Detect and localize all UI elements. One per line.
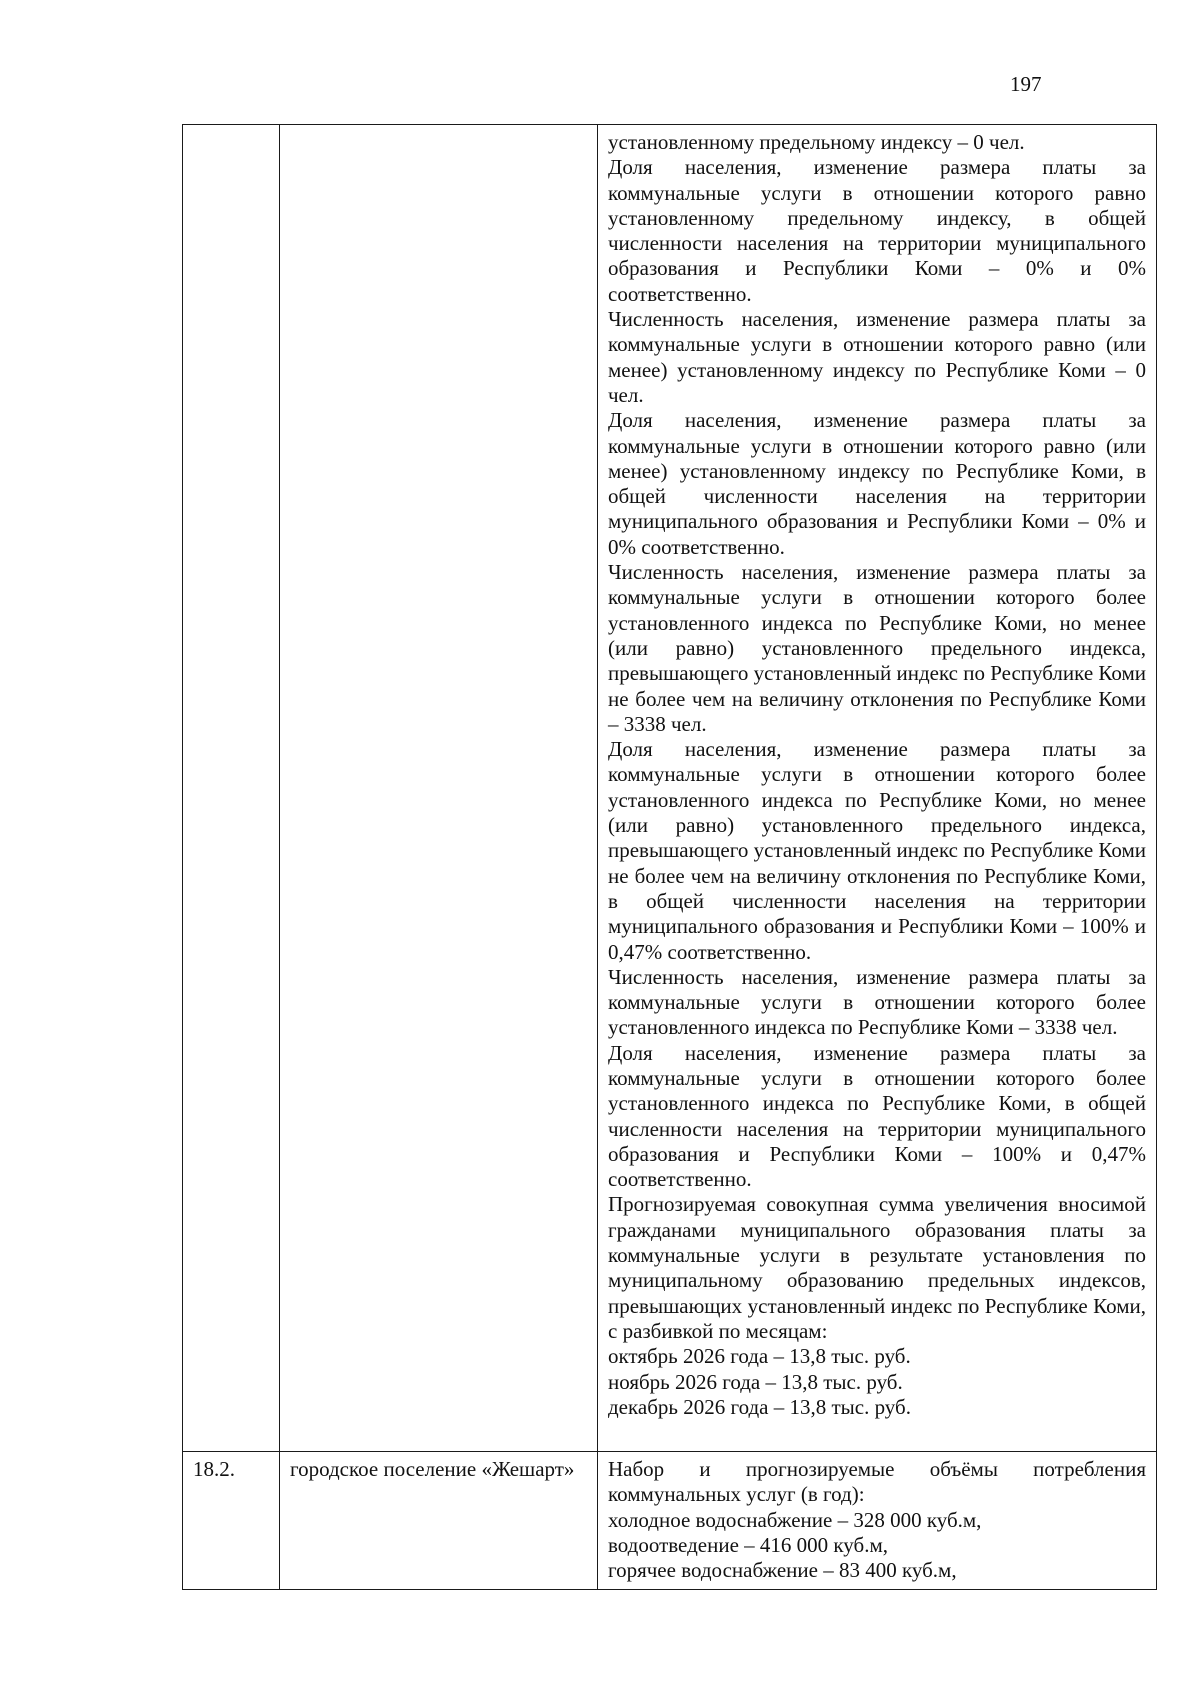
consumption-line: водоотведение – 416 000 куб.м,: [608, 1532, 888, 1557]
description-cell: [598, 1452, 1157, 1590]
table-row: [183, 1452, 1157, 1590]
municipality-name-cell: городское поселение «Жешарт»: [280, 1452, 598, 1590]
monthly-amount-line: октябрь 2026 года – 13,8 тыс. руб.: [608, 1344, 911, 1369]
paragraph: Доля населения, изменение размера платы за коммунальные услуги в отношении которого более установленного индекса по Республике Коми, в общей численности населения на территории муниципального образования и Республики Коми – 100% и 0,47% соответственно.: [608, 1040, 1146, 1192]
paragraph: Прогнозируемая совокупная сумма увеличения вносимой гражданами муниципального образования платы за коммунальные услуги в результате установления по муниципальному образованию предельных индексов, превышающих установленный индекс по Республике Коми, с разбивкой по месяцам:: [608, 1192, 1146, 1343]
paragraph: Доля населения, изменение размера платы за коммунальные услуги в отношении которого равно установленному предельному индексу, в общей численности населения на территории муниципального образования и Республики Коми – 0% и 0% соответственно.: [608, 155, 1146, 306]
paragraph: Набор и прогнозируемые объёмы потребления коммунальных услуг (в год):: [608, 1457, 1146, 1507]
paragraph: Численность населения, изменение размера платы за коммунальные услуги в отношении которого более установленного индекса по Республике Коми, но менее (или равно) установленного предельного индекса, превышающего установленный индекс по Республике Коми не более чем на величину отклонения по Республике Коми – 3338 чел.: [608, 560, 1146, 736]
paragraph: установленному предельному индексу – 0 чел.: [608, 130, 1025, 154]
table-row: [183, 125, 1157, 1452]
document-table: [182, 124, 1157, 1590]
consumption-line: холодное водоснабжение – 328 000 куб.м,: [608, 1507, 982, 1532]
description-cell: [598, 125, 1157, 1452]
monthly-amount-line: ноябрь 2026 года – 13,8 тыс. руб.: [608, 1369, 903, 1394]
paragraph: Доля населения, изменение размера платы за коммунальные услуги в отношении которого более установленного индекса по Республике Коми, но менее (или равно) установленного предельного индекса, превышающего установленный индекс по Республике Коми не более чем на величину отклонения по Республике Коми, в общей численности населения на территории муниципального образования и Республики Коми – 100% и 0,47% соответственно.: [608, 737, 1146, 964]
row-number-cell: 18.2.: [183, 1452, 280, 1590]
paragraph: Численность населения, изменение размера платы за коммунальные услуги в отношении которого равно (или менее) установленному индексу по Республике Коми – 0 чел.: [608, 307, 1146, 407]
row-number-cell: [183, 125, 280, 1452]
municipality-name-cell: [280, 125, 598, 1452]
paragraph: Доля населения, изменение размера платы за коммунальные услуги в отношении которого равно (или менее) установленному индексу по Республике Коми, в общей численности населения на территории муниципального образования и Республики Коми – 0% и 0% соответственно.: [608, 408, 1146, 559]
page-number: 197: [1010, 72, 1042, 96]
consumption-line: горячее водоснабжение – 83 400 куб.м,: [608, 1558, 957, 1583]
monthly-amount-line: декабрь 2026 года – 13,8 тыс. руб.: [608, 1394, 911, 1419]
paragraph: Численность населения, изменение размера платы за коммунальные услуги в отношении которого более установленного индекса по Республике Коми – 3338 чел.: [608, 964, 1146, 1040]
